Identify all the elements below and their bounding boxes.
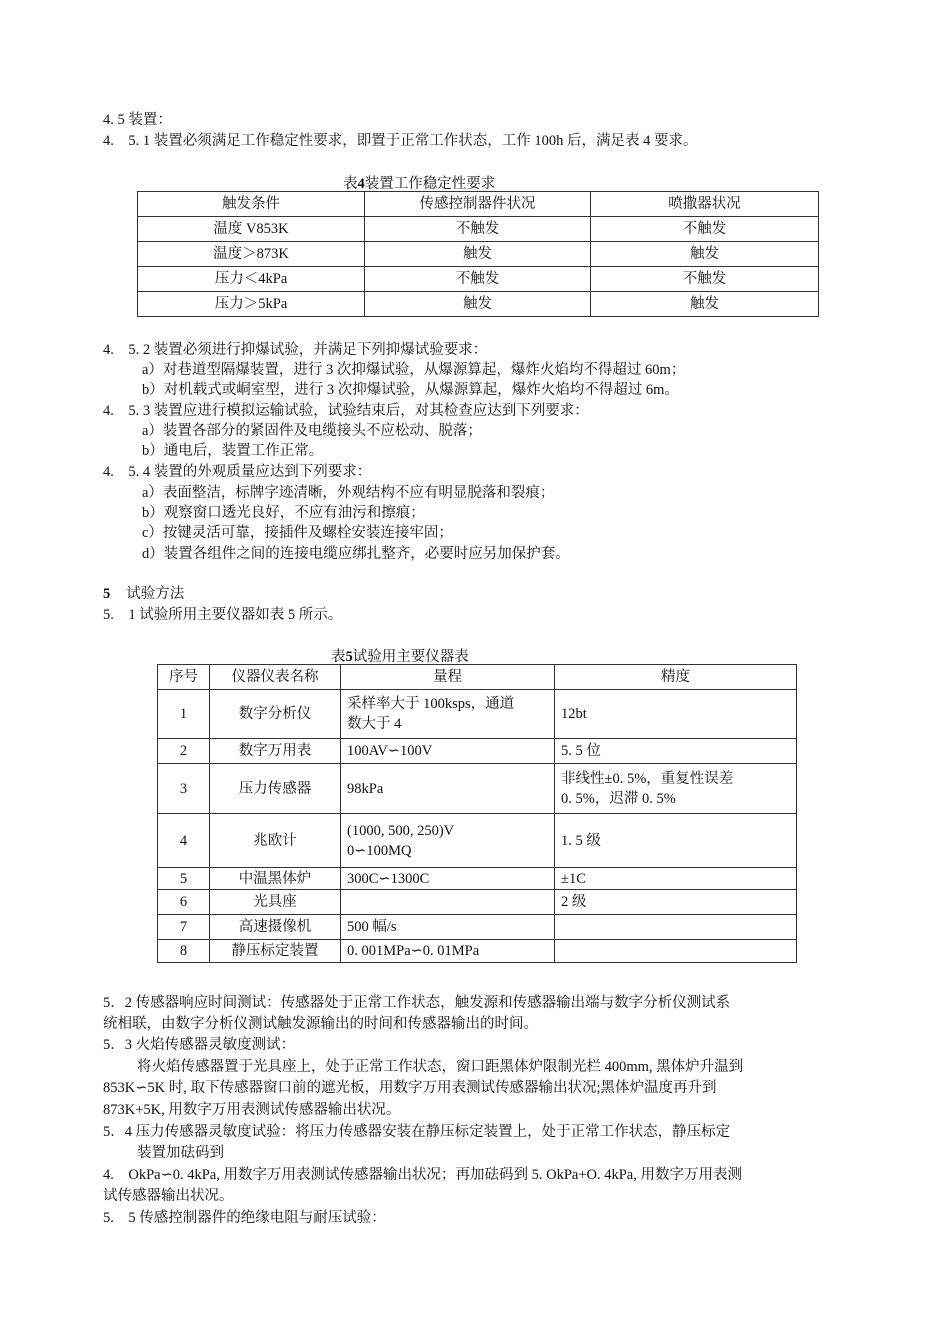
table-row xyxy=(158,690,797,739)
table-row xyxy=(138,292,819,317)
section-5-heading: 5 试验方法 xyxy=(103,586,185,602)
clause-5-5-line1: 5. 5 传感控制器件的绝缘电阻与耐压试验： xyxy=(103,1210,386,1226)
clause-4-5-4-d: d）装置各组件之间的连接电缆应绑扎整齐，必要时应另加保护套。 xyxy=(142,546,570,562)
table-cell xyxy=(555,915,797,940)
table-cell: 0. 001MPa∽0. 01MPa xyxy=(341,940,555,963)
table-cell: 不触发 xyxy=(365,267,591,292)
table-cell: 触发 xyxy=(365,292,591,317)
table5-caption: 表5试验用主要仪器表 xyxy=(331,649,469,665)
table-cell: 6 xyxy=(158,890,210,915)
table-cell: 5. 5 位 xyxy=(555,739,797,764)
table-row xyxy=(158,814,797,868)
table-row xyxy=(138,217,819,242)
table4 xyxy=(137,191,819,317)
table-cell: 压力＞5kPa xyxy=(138,292,365,317)
table-cell: 光具座 xyxy=(210,890,341,915)
table-cell: 3 xyxy=(158,764,210,814)
clause-5-4-line4: 试传感器输出状况。 xyxy=(103,1188,234,1204)
table-row xyxy=(158,739,797,764)
table-cell: 温度 V853K xyxy=(138,217,365,242)
table-row xyxy=(158,940,797,963)
table4-header: 触发条件 xyxy=(138,192,365,217)
table-cell: 2 xyxy=(158,739,210,764)
clause-5-2-line2: 统相联，由数字分析仪测试触发源输出的时间和传感器输出的时间。 xyxy=(103,1016,538,1032)
table-cell: 1 xyxy=(158,690,210,739)
table-row xyxy=(158,915,797,940)
clause-5-3-line2: 853K∽5K 时, 取下传感器窗口前的遮光板，用数字万用表测试传感器输出状况;黑体炉温度再升到 xyxy=(103,1080,717,1096)
clause-5-4-line2: 装置加砝码到 xyxy=(137,1145,224,1161)
clause-5-3-line3: 873K+5K, 用数字万用表测试传感器输出状况。 xyxy=(103,1102,401,1118)
table-row xyxy=(138,267,819,292)
clause-5-4-line3: 4. OkPa∽0. 4kPa, 用数字万用表测试传感器输出状况；再加砝码到 5. OkPa+O. 4kPa, 用数字万用表测 xyxy=(103,1167,742,1183)
clause-5-3-title: 5．3 火焰传感器灵敏度测试： xyxy=(103,1037,296,1053)
clause-5-1: 5. 1 试验所用主要仪器如表 5 所示。 xyxy=(103,607,343,623)
clause-4-5-1: 4. 5. 1 装置必须满足工作稳定性要求，即置于正常工作状态，工作 100h 后，满足表 4 要求。 xyxy=(103,133,698,149)
clause-5-3-line1: 将火焰传感器置于光具座上，处于正常工作状态，窗口距黑体炉限制光栏 400mm, 黑体炉升温到 xyxy=(137,1059,744,1075)
table-cell: 不触发 xyxy=(365,217,591,242)
clause-4-5-4-b: b）观察窗口透光良好，不应有油污和擦痕； xyxy=(142,505,425,521)
clause-4-5-4-c: c）按键灵活可靠，接插件及螺栓安装连接牢固； xyxy=(142,525,453,541)
table5-header: 量程 xyxy=(341,665,555,690)
table-cell: 温度＞873K xyxy=(138,242,365,267)
clause-4-5-2: 4. 5. 2 装置必须进行抑爆试验，并满足下列抑爆试验要求： xyxy=(103,342,488,358)
table-cell: 1. 5 级 xyxy=(555,814,797,868)
table-cell: 中温黑体炉 xyxy=(210,868,341,890)
table5-header: 精度 xyxy=(555,665,797,690)
clause-5-4-line1: 5．4 压力传感器灵敏度试验：将压力传感器安装在静压标定装置上，处于正常工作状态，静压标定 xyxy=(103,1124,731,1140)
table4-caption: 表4装置工作稳定性要求 xyxy=(343,176,496,192)
table-cell: 数字万用表 xyxy=(210,739,341,764)
table-cell: 兆欧计 xyxy=(210,814,341,868)
table-cell xyxy=(555,940,797,963)
clause-4-5-4: 4. 5. 4 装置的外观质量应达到下列要求： xyxy=(103,464,372,480)
table4-header: 喷撒器状况 xyxy=(591,192,819,217)
table-cell: 300C∽1300C xyxy=(341,868,555,890)
table-row xyxy=(138,242,819,267)
table5-header: 序号 xyxy=(158,665,210,690)
section-4-5-heading: 4. 5 装置： xyxy=(103,112,172,128)
table-cell: 触发 xyxy=(365,242,591,267)
table-cell: 数字分析仪 xyxy=(210,690,341,739)
clause-4-5-3-b: b）通电后，装置工作正常。 xyxy=(142,443,324,459)
table-cell: 5 xyxy=(158,868,210,890)
table-cell: 触发 xyxy=(591,242,819,267)
clause-4-5-3: 4. 5. 3 装置应进行模拟运输试验，试验结束后，对其检查应达到下列要求： xyxy=(103,403,589,419)
clause-4-5-4-a: a）表面整洁，标牌字迹清晰，外观结构不应有明显脱落和裂痕； xyxy=(142,485,555,501)
table-cell xyxy=(341,890,555,915)
table-cell: 4 xyxy=(158,814,210,868)
table-cell: 2 级 xyxy=(555,890,797,915)
table-row xyxy=(158,890,797,915)
table5 xyxy=(157,664,797,963)
table-cell: 高速摄像机 xyxy=(210,915,341,940)
table-row xyxy=(158,764,797,814)
table-cell: 非线性±0. 5%，重复性误差 0. 5%，迟滞 0. 5% xyxy=(555,764,797,814)
table-cell: 12bt xyxy=(555,690,797,739)
table-cell: 不触发 xyxy=(591,267,819,292)
table-cell: 100AV∽100V xyxy=(341,739,555,764)
clause-4-5-2-a: a）对巷道型隔爆装置，进行 3 次抑爆试验，从爆源算起，爆炸火焰均不得超过 60m； xyxy=(142,362,686,378)
clause-4-5-3-a: a）装置各部分的紧固件及电缆接头不应松动、脱落； xyxy=(142,423,482,439)
table-cell: 98kPa xyxy=(341,764,555,814)
table-cell: 压力传感器 xyxy=(210,764,341,814)
table-cell: 静压标定装置 xyxy=(210,940,341,963)
table-cell: 500 幅/s xyxy=(341,915,555,940)
clause-4-5-2-b: b）对机载式或峒室型，进行 3 次抑爆试验，从爆源算起，爆炸火焰均不得超过 6m。 xyxy=(142,382,679,398)
table-cell: 压力＜4kPa xyxy=(138,267,365,292)
table-cell: ±1C xyxy=(555,868,797,890)
table-row xyxy=(158,868,797,890)
table4-header-row xyxy=(138,192,819,217)
table-cell: 不触发 xyxy=(591,217,819,242)
table5-header-row xyxy=(158,665,797,690)
table-cell: 8 xyxy=(158,940,210,963)
table4-header: 传感控制器件状况 xyxy=(365,192,591,217)
table-cell: (1000, 500, 250)V 0∽100MQ xyxy=(341,814,555,868)
table-cell: 触发 xyxy=(591,292,819,317)
table-cell: 采样率大于 100ksps，通道 数大于 4 xyxy=(341,690,555,739)
table5-header: 仪器仪表名称 xyxy=(210,665,341,690)
clause-5-2-line1: 5．2 传感器响应时间测试：传感器处于正常工作状态，触发源和传感器输出端与数字分析仪测试系 xyxy=(103,995,731,1011)
table-cell: 7 xyxy=(158,915,210,940)
